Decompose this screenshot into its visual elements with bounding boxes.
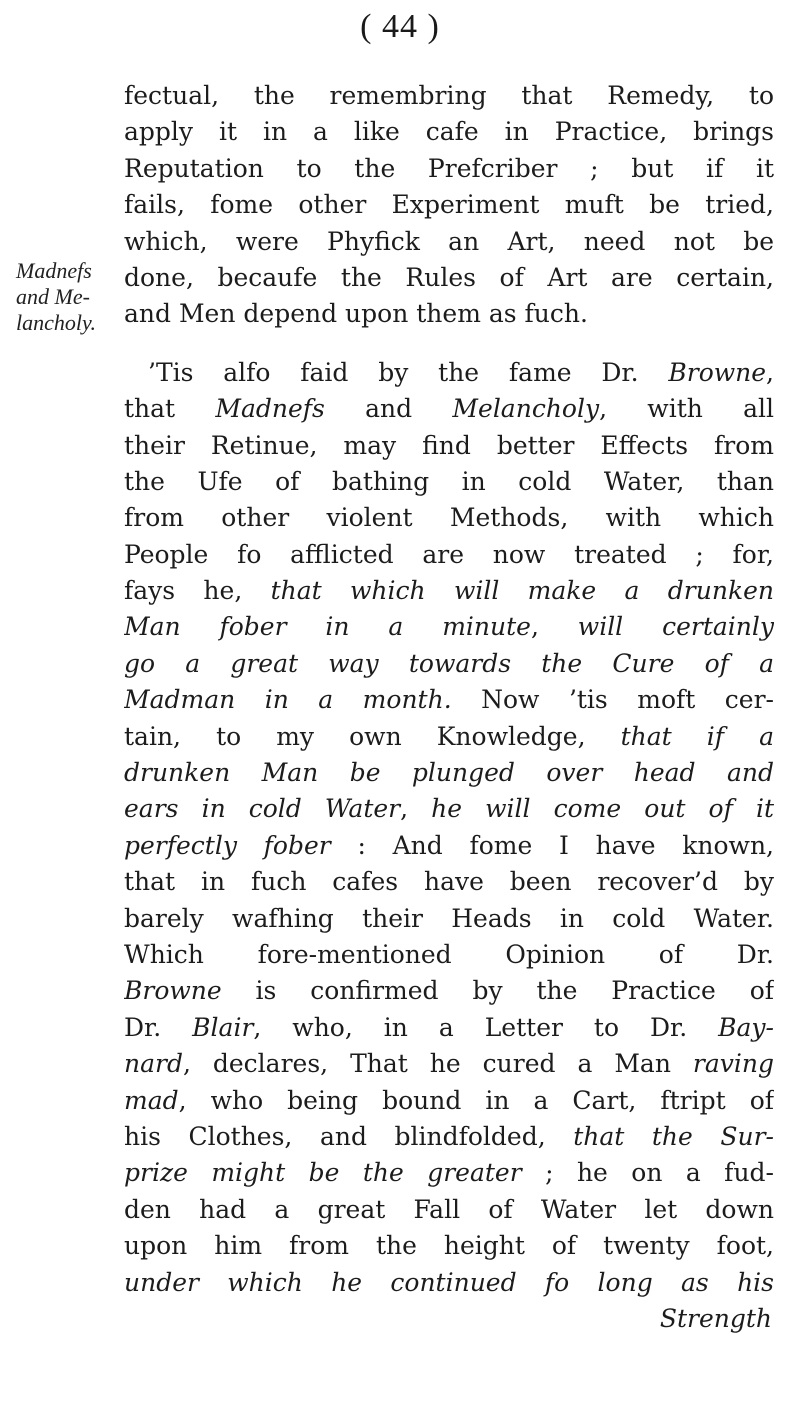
italic-text: under which he continued fo long as his <box>124 1267 774 1297</box>
text-line <box>124 1119 774 1155</box>
roman-text: Now ’tis moft cer- <box>451 685 774 715</box>
roman-text: and <box>324 394 453 424</box>
text-line <box>124 828 774 864</box>
italic-text: mad <box>124 1085 179 1115</box>
italic-text: prize might be the greater <box>124 1158 522 1188</box>
italic-text: perfectly fober <box>124 830 331 860</box>
paragraph-gap <box>124 333 774 355</box>
roman-text: their Retinue, may find better Effects from <box>124 430 774 460</box>
roman-text: fays he, <box>124 576 271 606</box>
text-line <box>124 609 774 645</box>
italic-text: he will come out of it <box>431 794 774 824</box>
text-line <box>124 260 774 296</box>
text-line <box>124 1046 774 1082</box>
roman-text: Which fore-mentioned Opinion of Dr. <box>124 939 774 969</box>
text-line <box>124 1228 774 1264</box>
roman-text: People fo afflicted are now treated ; for, <box>124 539 774 569</box>
text-line <box>124 864 774 900</box>
roman-text: apply it in a like cafe in Practice, brings <box>124 117 774 147</box>
text-line <box>124 646 774 682</box>
text-line <box>124 151 774 187</box>
italic-text: ears in cold Water <box>124 794 401 824</box>
roman-text: tain, to my own Knowledge, <box>124 721 621 751</box>
roman-text: done, becaufe the Rules of Art are certain, <box>124 262 774 292</box>
text-line <box>124 901 774 937</box>
roman-text: Dr. <box>124 1012 193 1042</box>
text-line <box>124 464 774 500</box>
roman-text: that <box>124 394 216 424</box>
italic-text: that if a <box>620 721 774 751</box>
text-line <box>124 428 774 464</box>
text-line <box>124 1010 774 1046</box>
roman-text: Reputation to the Prefcriber ; but if it <box>124 153 774 183</box>
roman-text: is confirmed by the Practice of <box>221 976 774 1006</box>
roman-text: , with all <box>599 394 774 424</box>
text-line <box>124 719 774 755</box>
roman-text: ’Tis alfo faid by the fame Dr. <box>148 357 669 387</box>
roman-text: : And fome I have known, <box>330 830 774 860</box>
italic-text: Melancholy <box>452 394 600 424</box>
italic-text: that which will make a drunken <box>270 576 774 606</box>
text-line <box>124 78 774 114</box>
roman-text: ; he on a fud- <box>521 1158 774 1188</box>
roman-text: fectual, the remembring that Remedy, to <box>124 81 774 110</box>
text-line <box>124 391 774 427</box>
text-line <box>124 1265 774 1301</box>
italic-text: drunken Man be plunged over head and <box>124 758 774 788</box>
text-line <box>124 355 774 391</box>
roman-text: upon him from the height of twenty foot, <box>124 1231 774 1261</box>
text-line <box>124 537 774 573</box>
roman-text: that in fuch cafes have been recover’d by <box>124 867 774 897</box>
italic-text: will certainly <box>577 612 774 642</box>
text-line <box>124 114 774 150</box>
text-line <box>124 1192 774 1228</box>
roman-text: , who, in a Letter to Dr. <box>253 1012 719 1042</box>
text-line <box>124 224 774 260</box>
roman-text: the Ufe of bathing in cold Water, than <box>124 466 774 496</box>
roman-text: and Men depend upon them as fuch. <box>124 299 588 329</box>
body-text <box>124 78 774 1337</box>
italic-text: go a great way towards the Cure of a <box>124 648 774 678</box>
roman-text: , <box>530 612 578 642</box>
roman-text: his Clothes, and blindfolded, <box>124 1121 574 1151</box>
margin-note-line: Madnefs <box>16 258 92 283</box>
paragraph <box>124 78 774 333</box>
text-line <box>124 1083 774 1119</box>
text-line <box>124 1155 774 1191</box>
italic-text: that the Sur- <box>573 1121 774 1151</box>
roman-text: fails, fome other Experiment muft be tried, <box>124 190 774 220</box>
text-line <box>124 296 774 332</box>
text-line <box>124 682 774 718</box>
italic-text: Madnefs <box>215 394 325 424</box>
roman-text: , <box>766 357 774 387</box>
italic-text: Man fober in a minute <box>124 612 531 642</box>
text-line <box>124 973 774 1009</box>
margin-note-line: lancholy. <box>16 310 97 335</box>
roman-text: which, were Phyfick an Art, need not be <box>124 226 774 256</box>
page-number: ( 44 ) <box>360 8 440 45</box>
roman-text: , <box>400 794 432 824</box>
text-line <box>124 500 774 536</box>
roman-text: den had a great Fall of Water let down <box>124 1194 774 1224</box>
italic-text: Blair <box>192 1012 254 1042</box>
italic-text: raving <box>692 1049 774 1079</box>
italic-text: Bay- <box>718 1012 774 1042</box>
italic-text: Browne <box>668 357 767 387</box>
margin-note-line: and Me- <box>16 284 90 309</box>
roman-text: , declares, That he cured a Man <box>182 1049 693 1079</box>
roman-text: from other violent Methods, with which <box>124 503 774 533</box>
text-line <box>124 937 774 973</box>
roman-text: , who being bound in a Cart, ftript of <box>178 1085 774 1115</box>
text-line <box>124 755 774 791</box>
margin-note <box>16 258 106 336</box>
roman-text: barely wafhing their Heads in cold Water. <box>124 903 774 933</box>
italic-text: nard <box>124 1049 183 1079</box>
paragraph <box>124 355 774 1301</box>
text-line <box>124 573 774 609</box>
italic-text: Madman in a month. <box>124 685 452 715</box>
catchword: Strength <box>659 1303 772 1333</box>
text-line <box>124 187 774 223</box>
text-line <box>124 791 774 827</box>
italic-text: Browne <box>124 976 222 1006</box>
